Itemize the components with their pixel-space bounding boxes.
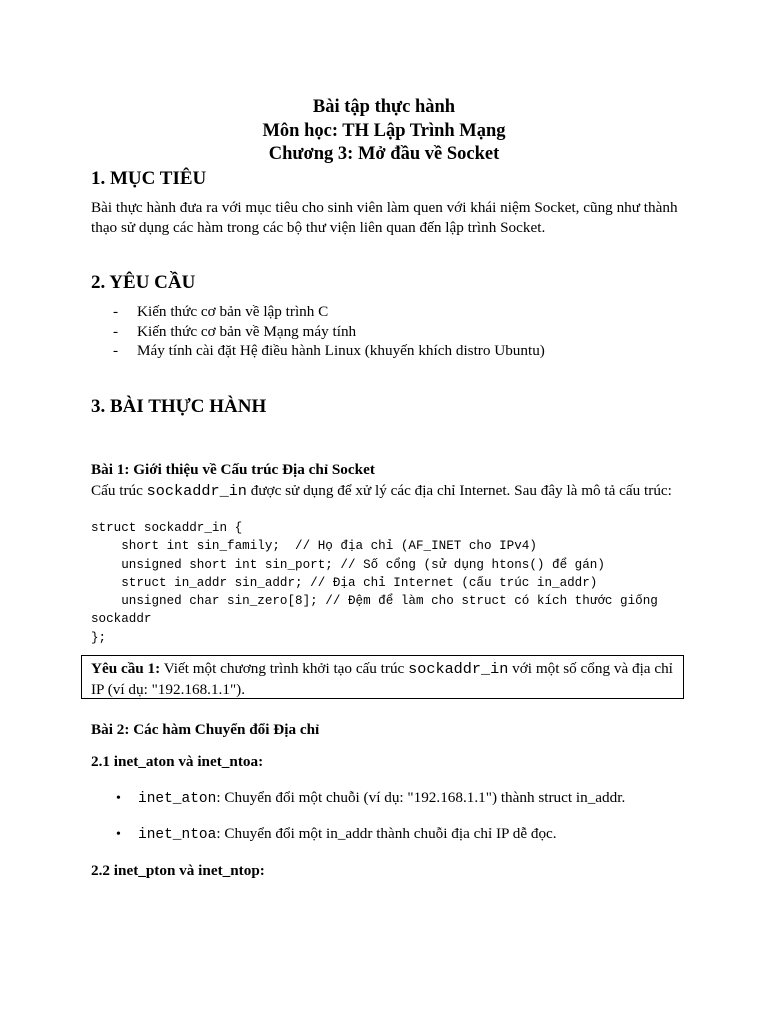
code-block-sockaddr-in xyxy=(91,519,658,647)
subsection-2-1-heading: 2.1 inet_aton và inet_ntoa: xyxy=(91,753,264,770)
subsection-2-2-heading: 2.2 inet_pton và inet_ntop: xyxy=(91,862,265,879)
intro-code-sockaddr-in: sockaddr_in xyxy=(146,482,247,500)
bullet-dot: • xyxy=(116,827,121,842)
requirements-list xyxy=(113,302,545,361)
dash-bullet: - xyxy=(113,342,119,359)
bai-1-intro xyxy=(91,481,687,501)
code-line: unsigned short int sin_port; // Số cổng (sử dụng htons() để gán) xyxy=(91,557,605,572)
dash-bullet: - xyxy=(113,322,119,340)
title-line-1: Bài tập thực hành xyxy=(312,97,456,117)
bai-1-heading: Bài 1: Giới thiệu về Cấu trúc Địa chỉ Socket xyxy=(91,461,375,478)
list-item-text: : Chuyển đổi một in_addr thành chuỗi địa chỉ IP dễ đọc. xyxy=(216,825,557,842)
code-line: struct in_addr sin_addr; // Địa chỉ Internet (cấu trúc in_addr) xyxy=(91,575,598,590)
list-item-text: Kiến thức cơ bản về Mạng máy tính xyxy=(137,322,357,340)
list-item-text: : Chuyển đổi một chuỗi (ví dụ: "192.168.1.1") thành struct in_addr. xyxy=(216,789,626,806)
code-line: unsigned char sin_zero[8]; // Đệm để làm cho struct có kích thước giống xyxy=(91,594,658,609)
section-1-heading: 1. MỤC TIÊU xyxy=(91,168,207,189)
code-line: struct sockaddr_in { xyxy=(91,521,243,535)
requirement-1-text-before: Viết một chương trình khởi tạo cấu trúc xyxy=(160,660,409,677)
code-line: sockaddr xyxy=(91,612,152,627)
list-item xyxy=(116,825,557,843)
bullet-dot: • xyxy=(116,791,121,806)
list-item xyxy=(113,341,545,361)
requirement-1-code: sockaddr_in xyxy=(408,660,509,678)
function-name-inet-ntoa: inet_ntoa xyxy=(138,827,217,843)
requirement-1-text-after: với một số cổng và địa chỉ IP (ví dụ: "192.168.1.1"). xyxy=(91,660,673,698)
title-line-2: Môn học: TH Lập Trình Mạng xyxy=(262,120,506,141)
title-line-3: Chương 3: Mở đầu về Socket xyxy=(268,144,500,164)
section-1-text: Bài thực hành đưa ra với mục tiêu cho sinh viên làm quen với khái niệm Socket, cũng như thành thạo sử dụng các hàm trong các bộ thư viện liên quan đến lập trình Socket. xyxy=(91,199,678,236)
list-item xyxy=(116,789,625,807)
intro-text-before: Cấu trúc xyxy=(91,482,147,499)
requirement-1-box xyxy=(81,655,684,699)
list-item-text: Máy tính cài đặt Hệ điều hành Linux (khuyến khích distro Ubuntu) xyxy=(137,342,545,359)
section-3-heading: 3. BÀI THỰC HÀNH xyxy=(91,396,267,417)
intro-text-after: được sử dụng để xử lý các địa chỉ Internet. Sau đây là mô tả cấu trúc: xyxy=(246,482,672,499)
code-line: short int sin_family; // Họ địa chỉ (AF_INET cho IPv4) xyxy=(91,539,537,554)
section-2-heading: 2. YÊU CẦU xyxy=(91,272,196,293)
dash-bullet: - xyxy=(113,303,119,320)
list-item xyxy=(113,322,545,342)
bai-2-heading: Bài 2: Các hàm Chuyển đổi Địa chỉ xyxy=(91,721,320,738)
list-item xyxy=(113,302,545,322)
document-title xyxy=(0,96,768,167)
function-name-inet-aton: inet_aton xyxy=(138,791,217,807)
code-line: }; xyxy=(91,630,107,645)
list-item-text: Kiến thức cơ bản về lập trình C xyxy=(137,303,329,320)
requirement-1-label: Yêu cầu 1: xyxy=(91,660,161,677)
